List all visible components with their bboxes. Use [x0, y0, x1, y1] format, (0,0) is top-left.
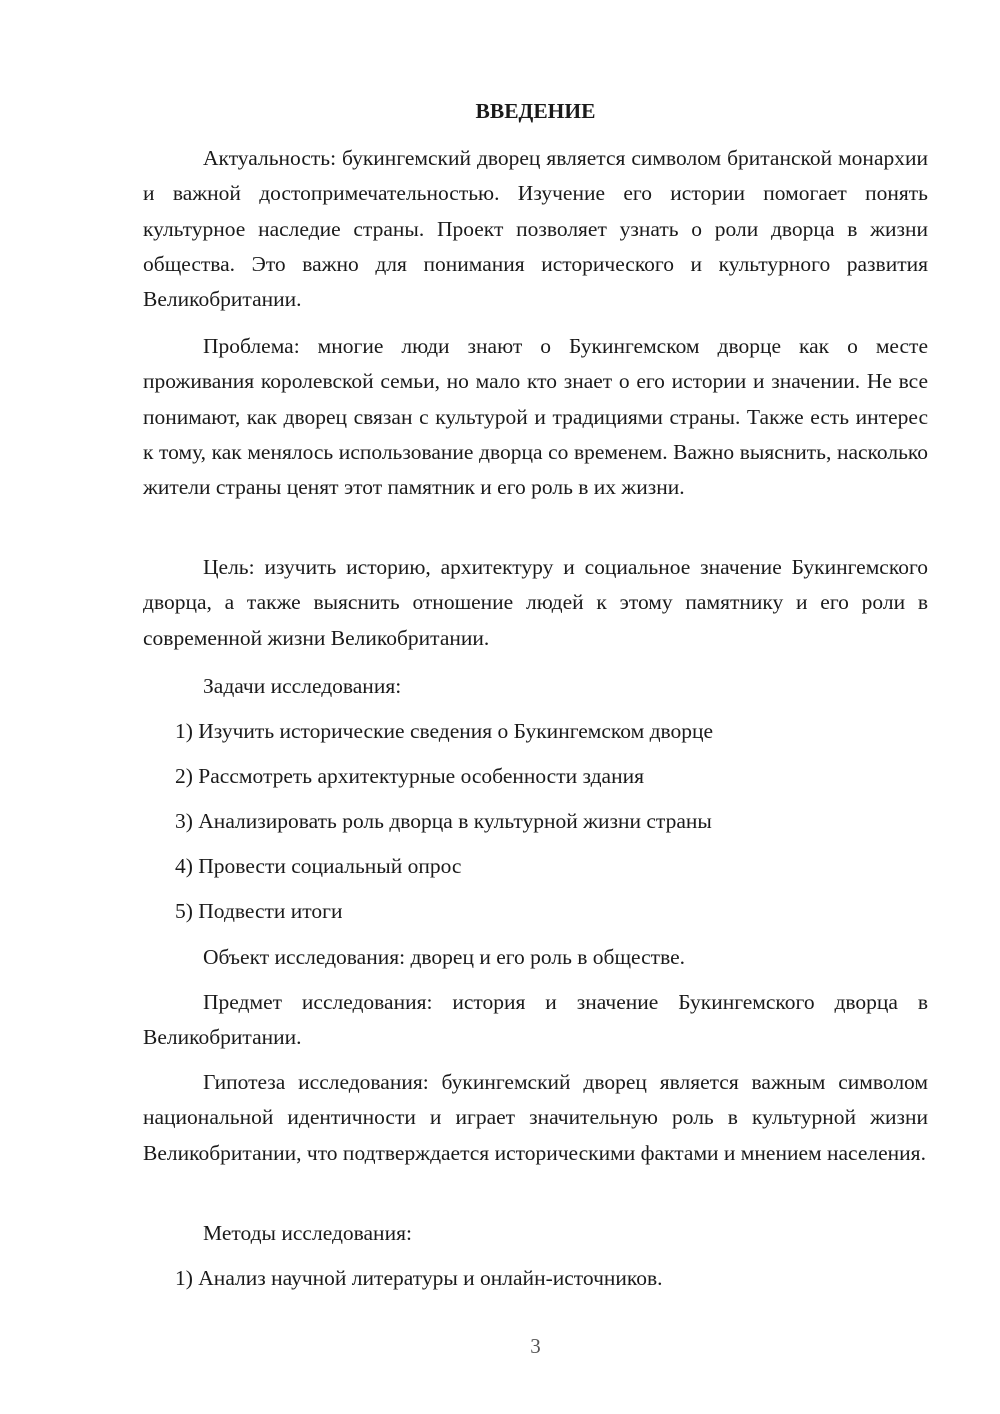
page-number: 3	[530, 1334, 541, 1358]
tasks-title: Задачи исследования:	[203, 674, 402, 698]
subject-paragraph: Предмет исследования: история и значение Букингемского дворца в Великобритании.	[143, 990, 928, 1050]
hypothesis-paragraph: Гипотеза исследования: букингемский дворец является важным символом национальной идентичности и играет значительную роль в культурной жизни Великобритании, что подтверждается историческими фактами и мнением населения.	[143, 1070, 928, 1165]
method-item-1: 1) Анализ научной литературы и онлайн-источников.	[175, 1266, 663, 1290]
relevance-paragraph: Актуальность: букингемский дворец является символом британской монархии и важной достопримечательностью. Изучение его истории помогает понять культурное наследие страны. Проект позволяет узнать о роли дворца в жизни общества. Это важно для понимания исторического и культурного развития Великобритании.	[143, 146, 928, 312]
task-item-4: 4) Провести социальный опрос	[175, 854, 462, 878]
task-item-3: 3) Анализировать роль дворца в культурной жизни страны	[175, 809, 712, 833]
task-item-5: 5) Подвести итоги	[175, 899, 343, 923]
section-heading: ВВЕДЕНИЕ	[475, 99, 596, 123]
object-paragraph: Объект исследования: дворец и его роль в обществе.	[203, 945, 686, 969]
methods-title: Методы исследования:	[203, 1221, 412, 1245]
task-item-2: 2) Рассмотреть архитектурные особенности здания	[175, 764, 644, 788]
problem-paragraph: Проблема: многие люди знают о Букингемском дворце как о месте проживания королевской семьи, но мало кто знает о его истории и значении. Не все понимают, как дворец связан с культурой и традициями страны. Также есть интерес к тому, как менялось использование дворца со временем. Важно выяснить, насколько жители страны ценят этот памятник и его роль в их жизни.	[143, 334, 928, 500]
task-item-1: 1) Изучить исторические сведения о Букингемском дворце	[175, 719, 714, 743]
goal-paragraph: Цель: изучить историю, архитектуру и социальное значение Букингемского дворца, а также выяснить отношение людей к этому памятнику и его роли в современной жизни Великобритании.	[143, 555, 928, 650]
